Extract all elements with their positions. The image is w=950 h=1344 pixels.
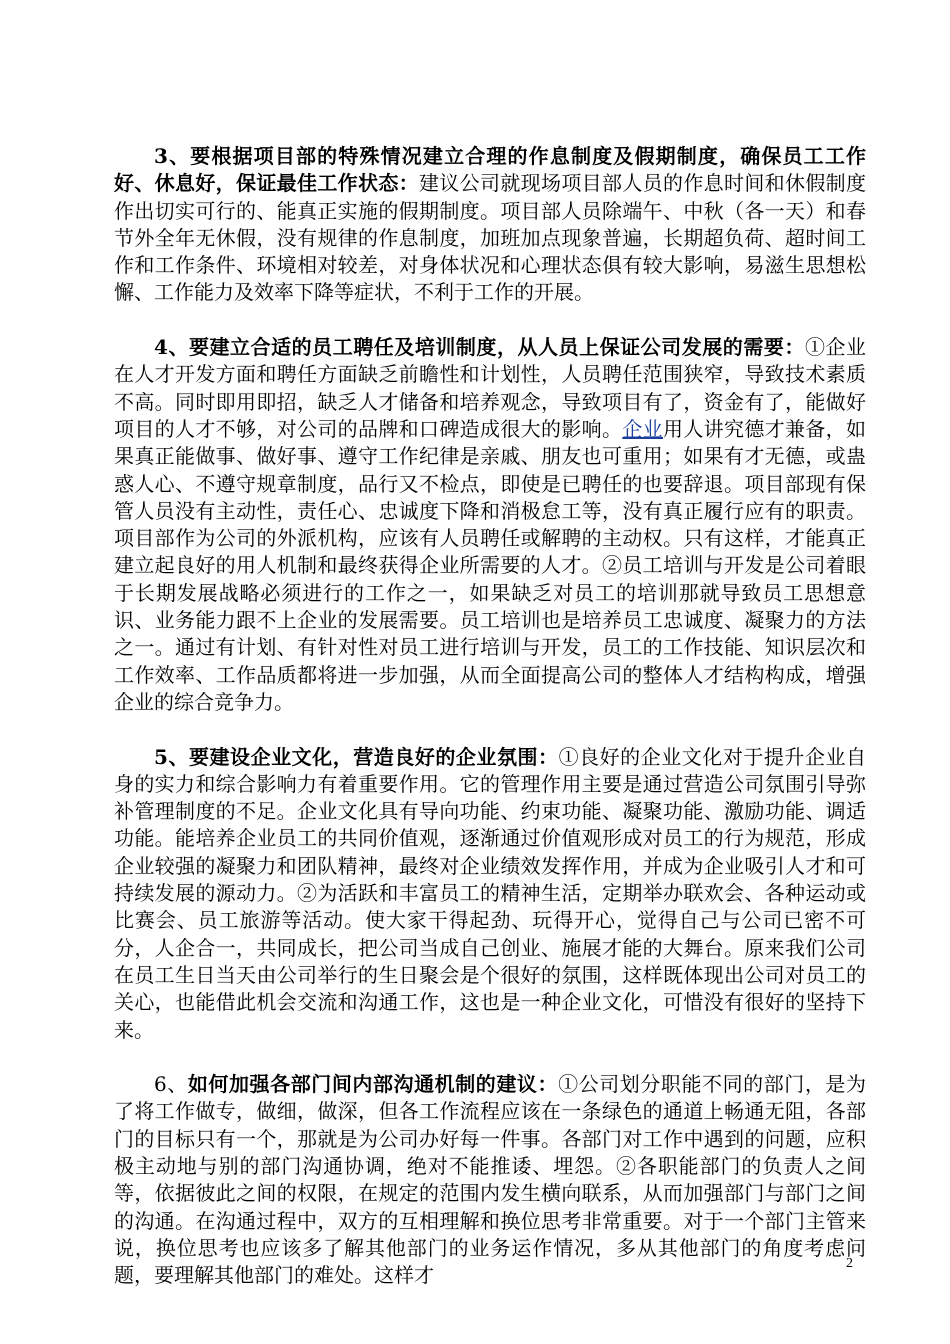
paragraph-6-number: 6、 xyxy=(154,1072,188,1097)
paragraph-4-heading: 4、要建立合适的员工聘任及培训制度，从人员上保证公司发展的需要： xyxy=(154,335,805,360)
paragraph-6-heading: 如何加强各部门间内部沟通机制的建议： xyxy=(187,1072,559,1097)
document-body xyxy=(114,143,866,1317)
page-number: 2 xyxy=(846,1256,853,1271)
paragraph-5-heading: 5、要建设企业文化，营造良好的企业氛围： xyxy=(154,744,559,769)
paragraph-3 xyxy=(114,143,866,307)
paragraph-4-text-after-link: 用人讲究德才兼备，如果真正能做事、做好事、遵守工作纪律是亲戚、朋友也可重用；如果有才无德，或蛊惑人心、不遵守规章制度，品行又不检点，即使是已聘任的也要辞退。项目部现有保管人员没有主动性，责任心、忠诚度下降和消极怠工等，没有真正履行应有的职责。项目部作为公司的外派机构，应该有人员聘任或解聘的主动权。只有这样，才能真正建立起良好的用人机制和最终获得企业所需要的人才。②员工培训与开发是公司着眼于长期发展战略必须进行的工作之一，如果缺乏对员工的培训那就导致员工思想意识、业务能力跟不上企业的发展需要。员工培训也是培养员工忠诚度、凝聚力的方法之一。通过有计划、有针对性对员工进行培训与开发，员工的工作技能、知识层次和工作效率、工作品质都将进一步加强，从而全面提高公司的整体人才结构构成，增强企业的综合竞争力。 xyxy=(114,416,867,714)
paragraph-3-text: 建议公司就现场项目部人员的作息时间和休假制度作出切实可行的、能真正实施的假期制度。项目部人员除端午、中秋（各一天）和春节外全年无休假，没有规律的作息制度，加班加点现象普遍，长期超负荷、超时间工作和工作条件、环境相对较差，对身体状况和心理状态俱有较大影响，易滋生思想松懈、工作能力及效率下降等症状，不利于工作的开展。 xyxy=(114,171,866,305)
paragraph-5 xyxy=(114,744,866,1044)
paragraph-4 xyxy=(114,334,866,716)
enterprise-link[interactable]: 企业 xyxy=(622,416,664,441)
paragraph-3-heading: 3、要根据项目部的特殊情况建立合理的作息制度及假期制度，确保员工工作好、休息好，保证最佳工作状态： xyxy=(114,144,866,196)
paragraph-6 xyxy=(114,1071,866,1289)
paragraph-4-text-before-link: ①企业在人才开发方面和聘任方面缺乏前瞻性和计划性，人员聘任范围狭窄，导致技术素质不高。同时即用即招，缺乏人才储备和培养观念，导致项目有了，资金有了，能做好项目的人才不够，对公司的品牌和口碑造成很大的影响。 xyxy=(114,335,867,441)
paragraph-5-text: ①良好的企业文化对于提升企业自身的实力和综合影响力有着重要作用。它的管理作用主要是通过营造公司氛围引导弥补管理制度的不足。企业文化具有导向功能、约束功能、凝聚功能、激励功能、调适功能。能培养企业员工的共同价值观，逐渐通过价值观形成对员工的行为规范，形成企业较强的凝聚力和团队精神，最终对企业绩效发挥作用，并成为企业吸引人才和可持续发展的源动力。②为活跃和丰富员工的精神生活，定期举办联欢会、各种运动或比赛会、员工旅游等活动。使大家干得起劲、玩得开心，觉得自己与公司已密不可分，人企合一，共同成长，把公司当成自己创业、施展才能的大舞台。原来我们公司在员工生日当天由公司举行的生日聚会是个很好的氛围，这样既体现出公司对员工的关心，也能借此机会交流和沟通工作，这也是一种企业文化，可惜没有很好的坚持下来。 xyxy=(114,744,867,1042)
paragraph-6-text: ①公司划分职能不同的部门，是为了将工作做专，做细，做深，但各工作流程应该在一条绿色的通道上畅通无阻，各部门的目标只有一个，那就是为公司办好每一件事。各部门对工作中遇到的问题，应积极主动地与别的部门沟通协调，绝对不能推诿、埋怨。②各职能部门的负责人之间等，依据彼此之间的权限，在规定的范围内发生横向联系，从而加强部门与部门之间的沟通。在沟通过程中，双方的互相理解和换位思考非常重要。对于一个部门主管来说，换位思考也应该多了解其他部门的业务运作情况，多从其他部门的角度考虑问题，要理解其他部门的难处。这样才 xyxy=(114,1072,866,1288)
